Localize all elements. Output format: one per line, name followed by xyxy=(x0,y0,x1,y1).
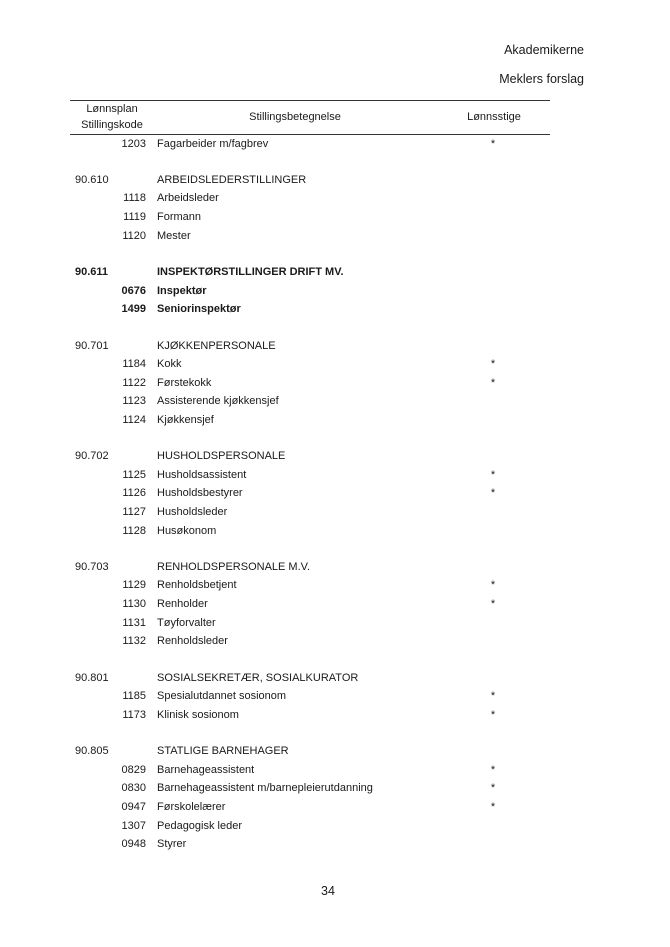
title-cell: Mester xyxy=(157,230,191,242)
ladder-cell: * xyxy=(490,598,496,610)
proposal-label: Meklers forslag xyxy=(499,72,584,86)
column-header-plan-line1: Lønnsplan xyxy=(86,103,138,115)
code-cell: 1128 xyxy=(122,525,146,537)
title-cell: Førstekokk xyxy=(157,377,212,389)
code-cell: 1307 xyxy=(121,820,146,832)
title-cell: Inspektør xyxy=(157,285,207,297)
organization-name: Akademikerne xyxy=(504,43,584,57)
ladder-cell: * xyxy=(490,469,496,481)
code-cell: 1184 xyxy=(122,358,146,370)
code-cell: 1124 xyxy=(122,414,146,426)
page-number: 34 xyxy=(321,884,335,898)
table-row xyxy=(0,135,670,153)
code-cell: 1129 xyxy=(122,579,146,591)
table-row xyxy=(0,687,670,705)
table-row xyxy=(0,374,670,392)
title-cell: Arbeidsleder xyxy=(157,192,219,204)
code-cell: 1118 xyxy=(123,192,146,204)
ladder-cell: * xyxy=(490,377,496,389)
table-row xyxy=(0,706,670,724)
title-cell: Tøyforvalter xyxy=(157,617,216,629)
title-cell: Husholdsleder xyxy=(157,506,228,518)
code-cell: 1120 xyxy=(122,230,146,242)
code-cell: 1130 xyxy=(122,598,146,610)
code-cell: 0947 xyxy=(121,801,146,813)
ladder-cell: * xyxy=(490,782,496,794)
title-cell: Husholdsassistent xyxy=(157,469,247,481)
table-row xyxy=(0,189,670,207)
title-cell: Barnehageassistent m/barnepleierutdanning xyxy=(157,782,373,794)
plan-cell: 90.610 xyxy=(75,174,109,186)
title-cell: Kjøkkensjef xyxy=(157,414,214,426)
ladder-cell: * xyxy=(490,690,496,702)
title-cell: Husøkonom xyxy=(157,525,217,537)
plan-cell: 90.702 xyxy=(75,450,109,462)
code-cell: 1132 xyxy=(122,635,146,647)
ladder-cell: * xyxy=(490,358,496,370)
code-cell: 1185 xyxy=(122,690,146,702)
code-cell: 1122 xyxy=(122,377,146,389)
code-cell: 1203 xyxy=(121,138,146,150)
ladder-cell: * xyxy=(490,801,496,813)
table-row xyxy=(0,282,670,300)
title-cell: Førskolelærer xyxy=(157,801,226,813)
table-row xyxy=(0,558,670,576)
code-cell: 1125 xyxy=(122,469,146,481)
title-cell: Formann xyxy=(157,211,202,223)
code-cell: 1131 xyxy=(122,617,146,629)
table-row xyxy=(0,742,670,760)
plan-cell: 90.701 xyxy=(75,340,109,352)
title-cell: INSPEKTØRSTILLINGER DRIFT MV. xyxy=(157,266,344,278)
title-cell: Styrer xyxy=(157,838,187,850)
plan-cell: 90.611 xyxy=(75,266,109,278)
table-row xyxy=(0,761,670,779)
code-cell: 0948 xyxy=(121,838,146,850)
table-row xyxy=(0,484,670,502)
column-header-ladder: Lønnsstige xyxy=(467,111,521,123)
table-row xyxy=(0,669,670,687)
plan-cell: 90.801 xyxy=(75,672,109,684)
column-header-plan xyxy=(70,101,154,133)
code-cell: 1119 xyxy=(123,211,146,223)
title-cell: KJØKKENPERSONALE xyxy=(157,340,276,352)
plan-cell: 90.703 xyxy=(75,561,109,573)
title-cell: Assisterende kjøkkensjef xyxy=(157,395,279,407)
code-cell: 1499 xyxy=(121,303,146,315)
title-cell: Pedagogisk leder xyxy=(157,820,243,832)
title-cell: Kokk xyxy=(157,358,182,370)
table-row xyxy=(0,392,670,410)
code-cell: 1123 xyxy=(122,395,146,407)
table-row xyxy=(0,779,670,797)
table-row xyxy=(0,263,670,281)
code-cell: 1127 xyxy=(122,506,146,518)
title-cell: Barnehageassistent xyxy=(157,764,255,776)
table-row xyxy=(0,171,670,189)
table-row xyxy=(0,447,670,465)
ladder-cell: * xyxy=(490,138,496,150)
column-header-plan-line2: Stillingskode xyxy=(81,119,143,131)
table-row xyxy=(0,614,670,632)
table-row xyxy=(0,522,670,540)
table-row xyxy=(0,466,670,484)
title-cell: HUSHOLDSPERSONALE xyxy=(157,450,286,462)
title-cell: RENHOLDSPERSONALE M.V. xyxy=(157,561,311,573)
table-row xyxy=(0,798,670,816)
table-row xyxy=(0,300,670,318)
ladder-cell: * xyxy=(490,579,496,591)
plan-cell: 90.805 xyxy=(75,745,109,757)
title-cell: Renholder xyxy=(157,598,208,610)
code-cell: 1173 xyxy=(122,709,146,721)
table-row xyxy=(0,576,670,594)
table-row xyxy=(0,355,670,373)
title-cell: Fagarbeider m/fagbrev xyxy=(157,138,269,150)
column-header-title: Stillingsbetegnelse xyxy=(249,111,341,123)
table-row xyxy=(0,503,670,521)
ladder-cell: * xyxy=(490,764,496,776)
table-row xyxy=(0,337,670,355)
ladder-cell: * xyxy=(490,709,496,721)
title-cell: Husholdsbestyrer xyxy=(157,487,243,499)
ladder-cell: * xyxy=(490,487,496,499)
table-row xyxy=(0,632,670,650)
title-cell: Klinisk sosionom xyxy=(157,709,239,721)
code-cell: 0830 xyxy=(121,782,146,794)
table-row xyxy=(0,227,670,245)
title-cell: Spesialutdannet sosionom xyxy=(157,690,287,702)
table-row xyxy=(0,595,670,613)
table-row xyxy=(0,835,670,853)
table-row xyxy=(0,208,670,226)
code-cell: 0676 xyxy=(121,285,146,297)
title-cell: ARBEIDSLEDERSTILLINGER xyxy=(157,174,307,186)
table-row xyxy=(0,411,670,429)
title-cell: STATLIGE BARNEHAGER xyxy=(157,745,289,757)
code-cell: 0829 xyxy=(121,764,146,776)
title-cell: Renholdsbetjent xyxy=(157,579,237,591)
code-cell: 1126 xyxy=(122,487,146,499)
title-cell: Seniorinspektør xyxy=(157,303,241,315)
table-row xyxy=(0,817,670,835)
title-cell: Renholdsleder xyxy=(157,635,228,647)
title-cell: SOSIALSEKRETÆR, SOSIALKURATOR xyxy=(157,672,359,684)
